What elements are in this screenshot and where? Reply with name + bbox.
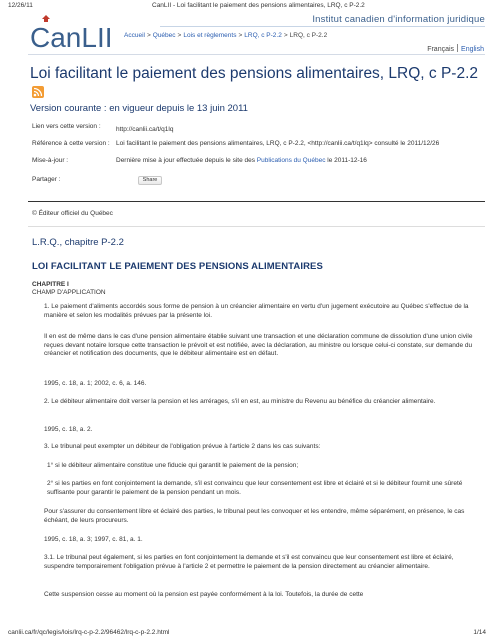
breadcrumb-statute[interactable]: LRQ, c P-2.2	[244, 32, 282, 39]
print-page-number: 1/14	[473, 629, 486, 636]
language-switch	[427, 44, 484, 53]
paragraph: 3.1. Le tribunal peut également, si les parties en font conjointement la demande et s'il est convaincu que leur consentement est libre et éclairé, suspendre temporairement l'obligation prévue à l'article 2 et permettre le paiement de la pension directement au créancier alimentaire.	[44, 554, 454, 570]
meta-share-label: Partager :	[32, 176, 61, 183]
print-footer	[0, 628, 495, 640]
editor-rule	[28, 226, 485, 227]
paragraph: 1995, c. 18, a. 1; 2002, c. 6, a. 146.	[44, 380, 147, 387]
editor-notice: © Éditeur officiel du Québec	[32, 210, 113, 217]
meta-reference-value: Loi facilitant le paiement des pensions alimentaires, LRQ, c P-2.2, <http://canlii.ca/t/q1lq> consulté le 2011/12/26	[116, 140, 440, 147]
language-current: Français	[427, 46, 455, 53]
paragraph: Il en est de même dans le cas d'une pension alimentaire établie suivant une transaction et une déclaration commune de dissolution d'une union civile reçues devant notaire lorsque cette transaction le prévoit et est notifiée, avec la déclaration, au ministre ou lorsque celui-ci constate, sur demande du créancier et notification des documents, que le débiteur alimentaire est en défaut.	[44, 333, 473, 358]
paragraph: 1. Le paiement d'aliments accordés sous forme de pension à un créancier alimentaire en vertu d'un jugement exécutoire au Québec s'effectue de la manière et selon les modalités prévues par la présente loi.	[44, 303, 469, 319]
paragraph: 1995, c. 18, a. 3; 1997, c. 81, a. 1.	[44, 536, 143, 543]
page-title: Loi facilitant le paiement des pensions alimentaires, LRQ, c P-2.2	[30, 64, 485, 102]
version-status: Version courante : en vigueur depuis le 13 juin 2011	[30, 103, 248, 114]
breadcrumb-current: LRQ, c P-2.2	[289, 32, 328, 39]
header-rule	[28, 54, 485, 55]
meta-reference-label: Référence à cette version :	[32, 140, 110, 147]
share-button[interactable]: Share	[138, 176, 162, 185]
language-divider	[457, 44, 458, 52]
paragraph: 2° si les parties en font conjointement la demande, s'il est convaincu que leur consentement est libre et éclairé et si le débiteur fournit une sûreté suffisante pour garantir le paiement de la pension pendant un mois.	[47, 480, 463, 496]
meta-update-value: Dernière mise à jour effectuée depuis le site des Publications du Québec le 2011-12-16	[116, 157, 367, 164]
paragraph: Cette suspension cesse au moment où la pension est payée conformément à la loi. Toutefois, la durée de cette	[44, 591, 364, 598]
law-title: LOI FACILITANT LE PAIEMENT DES PENSIONS ALIMENTAIRES	[32, 261, 323, 272]
meta-link-value[interactable]: http://canlii.ca/t/q1lq	[116, 126, 174, 133]
print-page-title: CanLII - Loi facilitant le paiement des pensions alimentaires, LRQ, c P-2.2	[152, 2, 365, 9]
publications-quebec-link[interactable]: Publications du Québec	[256, 157, 326, 164]
paragraph: 2. Le débiteur alimentaire doit verser la pension et les arrérages, s'il en est, au ministre du Revenu au bénéfice du créancier alimentaire.	[44, 398, 436, 405]
canlii-logo-graphic	[28, 13, 124, 55]
print-url: canlii.ca/fr/qc/legis/lois/lrq-c-p-2.2/96462/lrq-c-p-2.2.html	[8, 629, 170, 636]
print-date: 12/26/11	[8, 2, 33, 9]
chapter-heading	[32, 281, 106, 297]
content-rule	[28, 201, 485, 202]
paragraph: Pour s'assurer du consentement libre et éclairé des parties, le tribunal peut les convoquer et les entendre, même séparément, en présence, le cas échéant, de leurs procureurs.	[44, 508, 465, 524]
meta-update-label: Mise-à-jour :	[32, 157, 69, 164]
language-english-link[interactable]: English	[461, 46, 484, 53]
paragraph: 3. Le tribunal peut exempter un débiteur de l'obligation prévue à l'article 2 dans les cas suivants:	[44, 443, 321, 450]
chapter-number: CHAPITRE I	[32, 281, 69, 288]
header-divider	[160, 26, 485, 27]
breadcrumb-quebec[interactable]: Québec	[152, 32, 176, 39]
breadcrumb-home[interactable]: Accueil	[124, 32, 145, 39]
canlii-logo[interactable]	[28, 13, 124, 55]
chapter-name: CHAMP D'APPLICATION	[32, 289, 106, 296]
breadcrumb-laws[interactable]: Lois et règlements	[183, 32, 237, 39]
rss-icon[interactable]	[32, 84, 44, 96]
meta-link-label: Lien vers cette version :	[32, 123, 101, 130]
breadcrumb: Accueil > Québec > Lois et règlements > LRQ, c P-2.2 > LRQ, c P-2.2	[124, 32, 328, 39]
lrq-chapter: L.R.Q., chapitre P-2.2	[32, 237, 124, 248]
paragraph: 1° si le débiteur alimentaire constitue une fiducie qui garantit le paiement de la pension;	[47, 462, 299, 469]
logo-text: CanLII	[30, 22, 113, 53]
paragraph: 1995, c. 18, a. 2.	[44, 426, 93, 433]
institute-name: Institut canadien d'information juridique	[312, 14, 485, 25]
print-header	[0, 0, 495, 12]
